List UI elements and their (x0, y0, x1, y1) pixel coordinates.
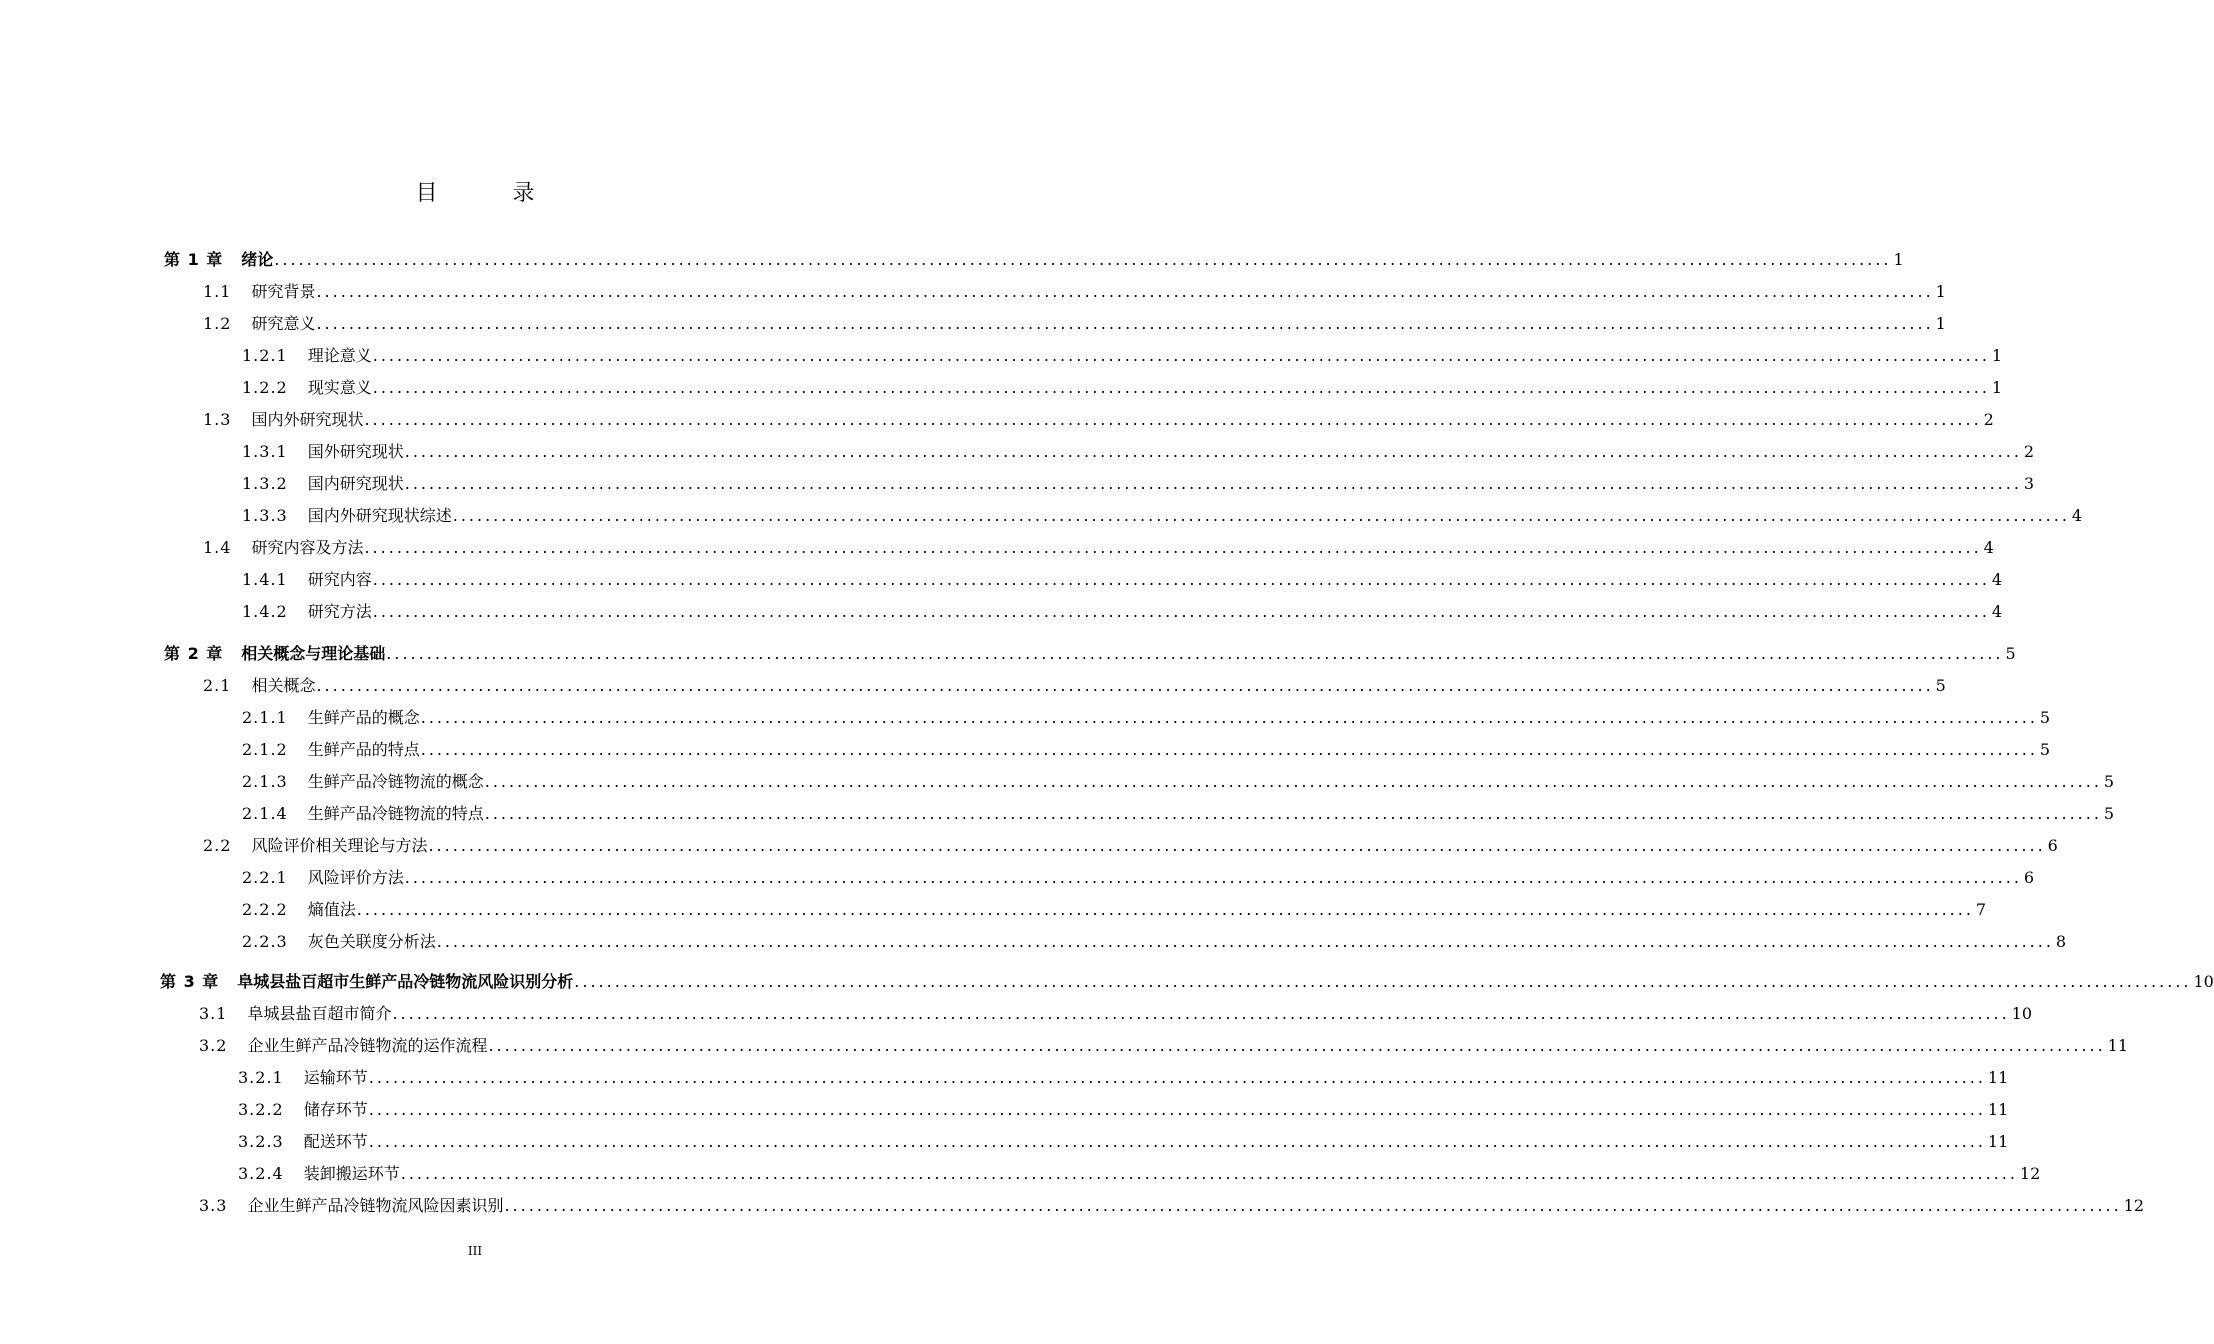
toc-subsection-entry[interactable] (242, 376, 2003, 400)
toc-entry-page: 1 (1893, 250, 1904, 269)
toc-entry-page: 1 (1935, 282, 1946, 301)
toc-dot-leader: ........................................................................................................................................................................................................ (386, 644, 2004, 663)
toc-entry-page: 11 (1987, 1100, 2009, 1119)
toc-entry-page: 3 (2023, 474, 2035, 493)
toc-entry-number: 1.1 (203, 282, 232, 301)
toc-entry-title: 研究内容 (307, 570, 372, 589)
toc-chapter-entry[interactable] (164, 248, 1904, 272)
toc-entry-page: 2 (1983, 410, 1994, 429)
toc-section-entry[interactable] (199, 1034, 2129, 1058)
toc-dot-leader: ........................................................................................................................................................................................................ (316, 676, 1934, 695)
toc-entry-title: 企业生鲜产品冷链物流的运作流程 (247, 1036, 488, 1055)
toc-entry-number: 1.4.2 (242, 602, 288, 621)
toc-subsection-entry[interactable] (242, 706, 2051, 730)
toc-entry-page: 1 (1935, 314, 1946, 333)
toc-dot-leader: ........................................................................................................................................................................................................ (392, 1004, 2010, 1023)
toc-dot-leader: ........................................................................................................................................................................................................ (372, 570, 1990, 589)
toc-entry-number: 2.2 (203, 836, 232, 855)
toc-entry-page: 4 (1991, 602, 2003, 621)
toc-entry-title: 国内研究现状 (307, 474, 404, 493)
toc-entry-title: 阜城县盐百超市简介 (247, 1004, 392, 1023)
toc-entry-number: 3.2.1 (238, 1068, 284, 1087)
toc-entry-page: 8 (2055, 932, 2067, 951)
toc-entry-number: 3.3 (199, 1196, 228, 1215)
toc-entry-title: 研究内容及方法 (251, 538, 364, 557)
toc-entry-title: 生鲜产品的特点 (307, 740, 420, 759)
toc-entry-title: 生鲜产品冷链物流的概念 (307, 772, 484, 791)
toc-entry-title: 风险评价相关理论与方法 (251, 836, 428, 855)
toc-entry-page: 10 (2193, 972, 2214, 991)
toc-dot-leader: ........................................................................................................................................................................................................ (488, 1036, 2106, 1055)
toc-section-entry[interactable] (203, 674, 1946, 698)
toc-subsection-entry[interactable] (242, 344, 2003, 368)
toc-dot-leader: ........................................................................................................................................................................................................ (316, 314, 1934, 333)
toc-dot-leader: ........................................................................................................................................................................................................ (274, 250, 1892, 269)
toc-entry-title: 熵值法 (307, 900, 356, 919)
toc-entry-title: 生鲜产品的概念 (307, 708, 420, 727)
toc-section-entry[interactable] (199, 1194, 2145, 1218)
toc-entry-page: 12 (2123, 1196, 2145, 1215)
toc-entry-title: 绪论 (241, 250, 274, 269)
toc-subsection-entry[interactable] (242, 504, 2083, 528)
toc-entry-title: 阜城县盐百超市生鲜产品冷链物流风险识别分析 (237, 972, 574, 991)
toc-entry-page: 12 (2019, 1164, 2041, 1183)
toc-dot-leader: ........................................................................................................................................................................................................ (404, 442, 2022, 461)
toc-section-entry[interactable] (203, 834, 2058, 858)
toc-entry-number: 第 3 章 (160, 972, 220, 991)
toc-subsection-entry[interactable] (242, 802, 2115, 826)
toc-subsection-entry[interactable] (242, 600, 2003, 624)
toc-dot-leader: ........................................................................................................................................................................................................ (372, 346, 1990, 365)
toc-entry-title: 研究意义 (251, 314, 316, 333)
toc-entry-title: 相关概念 (251, 676, 316, 695)
toc-entry-number: 3.2.2 (238, 1100, 284, 1119)
toc-entry-title: 研究背景 (251, 282, 316, 301)
toc-dot-leader: ........................................................................................................................................................................................................ (368, 1132, 1986, 1151)
toc-entry-page: 6 (2047, 836, 2058, 855)
toc-entry-title: 装卸搬运环节 (303, 1164, 400, 1183)
toc-entry-number: 2.2.1 (242, 868, 288, 887)
toc-entry-number: 3.1 (199, 1004, 228, 1023)
toc-dot-leader: ........................................................................................................................................................................................................ (368, 1068, 1986, 1087)
toc-entry-title: 配送环节 (303, 1132, 368, 1151)
toc-section-entry[interactable] (203, 280, 1946, 304)
toc-section-entry[interactable] (203, 312, 1946, 336)
toc-subsection-entry[interactable] (242, 568, 2003, 592)
toc-entry-number: 第 1 章 (164, 250, 224, 269)
toc-dot-leader: ........................................................................................................................................................................................................ (420, 708, 2038, 727)
toc-entry-title: 风险评价方法 (307, 868, 404, 887)
toc-entry-page: 5 (2005, 644, 2016, 663)
toc-entry-number: 1.2 (203, 314, 232, 333)
toc-dot-leader: ........................................................................................................................................................................................................ (436, 932, 2054, 951)
toc-entry-page: 11 (1987, 1068, 2009, 1087)
toc-entry-page: 2 (2023, 442, 2035, 461)
toc-entry-page: 7 (1975, 900, 1987, 919)
toc-entry-title: 企业生鲜产品冷链物流风险因素识别 (247, 1196, 504, 1215)
toc-entry-title: 理论意义 (307, 346, 372, 365)
toc-dot-leader: ........................................................................................................................................................................................................ (404, 868, 2022, 887)
toc-section-entry[interactable] (203, 536, 1994, 560)
toc-entry-page: 5 (2039, 708, 2051, 727)
toc-entry-title: 相关概念与理论基础 (241, 644, 386, 663)
toc-entry-page: 5 (1935, 676, 1946, 695)
toc-dot-leader: ........................................................................................................................................................................................................ (504, 1196, 2122, 1215)
toc-chapter-entry[interactable] (164, 642, 2016, 666)
toc-entry-number: 2.1.2 (242, 740, 288, 759)
toc-entry-page: 5 (2039, 740, 2051, 759)
toc-subsection-entry[interactable] (242, 898, 1987, 922)
toc-dot-leader: ........................................................................................................................................................................................................ (368, 1100, 1986, 1119)
toc-entry-page: 4 (1991, 570, 2003, 589)
toc-entry-number: 1.2.1 (242, 346, 288, 365)
toc-dot-leader: ........................................................................................................................................................................................................ (404, 474, 2022, 493)
toc-dot-leader: ........................................................................................................................................................................................................ (316, 282, 1934, 301)
toc-entry-number: 1.4.1 (242, 570, 288, 589)
page-number-footer: III (467, 1244, 483, 1258)
toc-dot-leader: ........................................................................................................................................................................................................ (574, 972, 2192, 991)
toc-entry-title: 运输环节 (303, 1068, 368, 1087)
toc-entry-number: 1.3.2 (242, 474, 288, 493)
toc-section-entry[interactable] (203, 408, 1994, 432)
toc-dot-leader: ........................................................................................................................................................................................................ (452, 506, 2070, 525)
toc-dot-leader: ........................................................................................................................................................................................................ (428, 836, 2046, 855)
toc-section-entry[interactable] (199, 1002, 2033, 1026)
toc-entry-number: 3.2 (199, 1036, 228, 1055)
toc-entry-number: 3.2.3 (238, 1132, 284, 1151)
toc-chapter-entry[interactable] (160, 970, 2214, 994)
toc-entry-number: 1.3.1 (242, 442, 288, 461)
toc-entry-page: 4 (2071, 506, 2083, 525)
toc-dot-leader: ........................................................................................................................................................................................................ (484, 772, 2102, 791)
toc-dot-leader: ........................................................................................................................................................................................................ (400, 1164, 2018, 1183)
toc-entry-number: 1.2.2 (242, 378, 288, 397)
toc-entry-number: 2.1.1 (242, 708, 288, 727)
toc-dot-leader: ........................................................................................................................................................................................................ (356, 900, 1974, 919)
toc-entry-number: 1.3 (203, 410, 232, 429)
toc-entry-title: 研究方法 (307, 602, 372, 621)
toc-entry-page: 5 (2103, 772, 2115, 791)
toc-entry-number: 2.2.2 (242, 900, 288, 919)
toc-entry-page: 4 (1983, 538, 1994, 557)
toc-entry-page: 10 (2011, 1004, 2033, 1023)
toc-entry-page: 5 (2103, 804, 2115, 823)
toc-entry-number: 1.3.3 (242, 506, 288, 525)
toc-subsection-entry[interactable] (242, 440, 2035, 464)
toc-entry-number: 2.1 (203, 676, 232, 695)
toc-subsection-entry[interactable] (242, 770, 2115, 794)
toc-subsection-entry[interactable] (242, 930, 2067, 954)
toc-entry-number: 2.1.3 (242, 772, 288, 791)
toc-entry-number: 1.4 (203, 538, 232, 557)
toc-entry-page: 1 (1991, 346, 2003, 365)
toc-entry-number: 2.1.4 (242, 804, 288, 823)
toc-entry-title: 灰色关联度分析法 (307, 932, 436, 951)
toc-title: 目 录 (415, 181, 569, 206)
toc-entry-title: 国外研究现状 (307, 442, 404, 461)
toc-entry-title: 生鲜产品冷链物流的特点 (307, 804, 484, 823)
toc-entry-number: 第 2 章 (164, 644, 224, 663)
toc-subsection-entry[interactable] (242, 472, 2035, 496)
toc-dot-leader: ........................................................................................................................................................................................................ (484, 804, 2102, 823)
toc-dot-leader: ........................................................................................................................................................................................................ (372, 378, 1990, 397)
toc-entry-title: 国内外研究现状综述 (307, 506, 452, 525)
toc-entry-page: 6 (2023, 868, 2035, 887)
toc-entry-title: 现实意义 (307, 378, 372, 397)
toc-entry-title: 储存环节 (303, 1100, 368, 1119)
toc-subsection-entry[interactable] (238, 1130, 2009, 1154)
toc-entry-page: 1 (1991, 378, 2003, 397)
toc-subsection-entry[interactable] (242, 866, 2035, 890)
toc-subsection-entry[interactable] (238, 1066, 2009, 1090)
toc-entry-title: 国内外研究现状 (251, 410, 364, 429)
toc-entry-page: 11 (2107, 1036, 2129, 1055)
toc-dot-leader: ........................................................................................................................................................................................................ (364, 538, 1982, 557)
toc-dot-leader: ........................................................................................................................................................................................................ (364, 410, 1982, 429)
toc-subsection-entry[interactable] (238, 1162, 2041, 1186)
toc-dot-leader: ........................................................................................................................................................................................................ (420, 740, 2038, 759)
toc-dot-leader: ........................................................................................................................................................................................................ (372, 602, 1990, 621)
toc-subsection-entry[interactable] (242, 738, 2051, 762)
toc-entry-page: 11 (1987, 1132, 2009, 1151)
toc-entry-number: 2.2.3 (242, 932, 288, 951)
toc-entry-number: 3.2.4 (238, 1164, 284, 1183)
toc-subsection-entry[interactable] (238, 1098, 2009, 1122)
